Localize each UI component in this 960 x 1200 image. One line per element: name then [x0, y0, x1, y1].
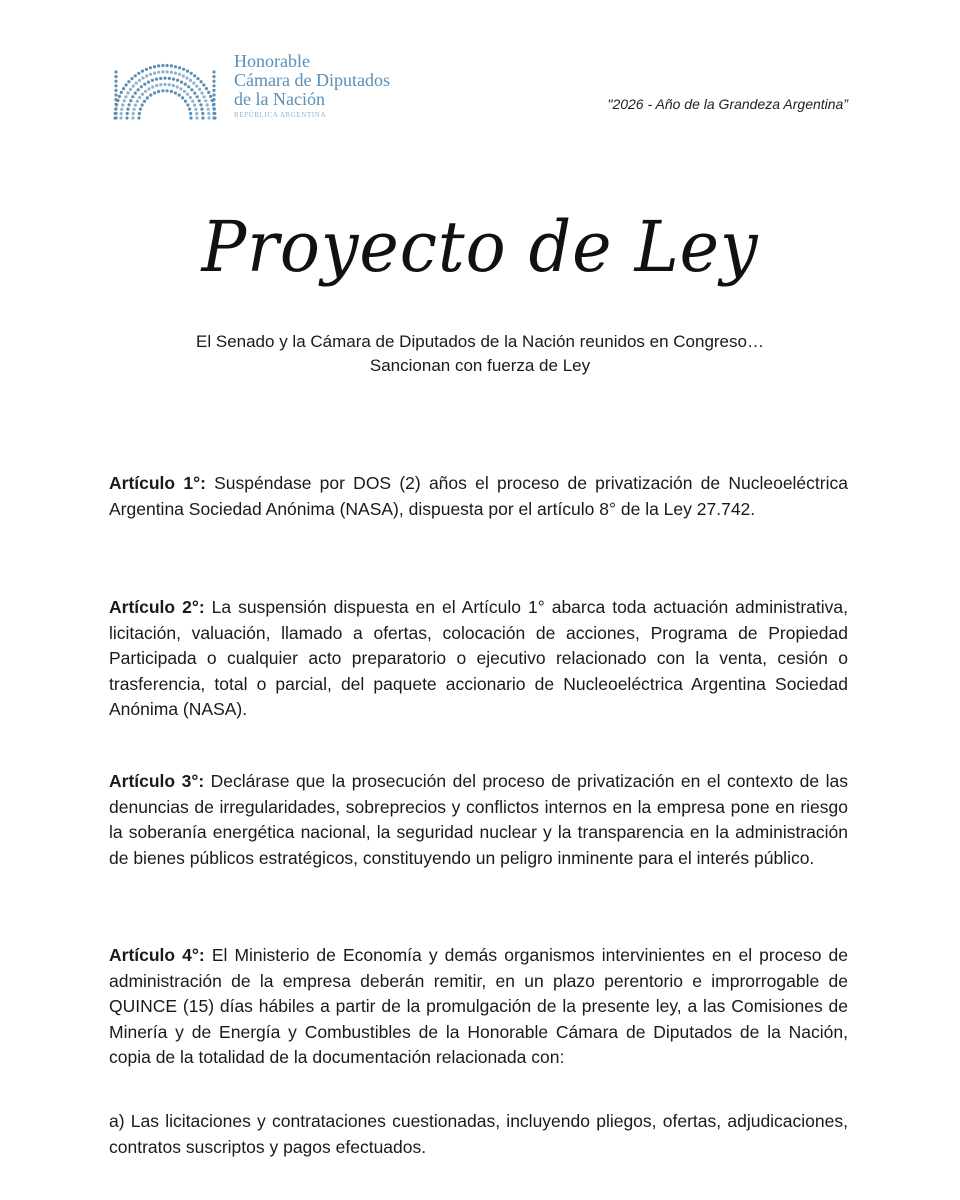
- dome-dot: [209, 95, 212, 98]
- dome-dot: [147, 81, 150, 84]
- dome-dot: [129, 99, 132, 102]
- year-motto: "2026 - Año de la Grandeza Argentina”: [607, 96, 848, 112]
- dome-dot: [199, 103, 202, 106]
- dome-dot: [180, 81, 183, 84]
- dome-dot: [204, 99, 207, 102]
- preamble: [0, 330, 960, 378]
- dome-dot: [138, 112, 141, 115]
- dome-dot: [192, 82, 195, 85]
- dome-dot: [212, 103, 215, 106]
- dome-dot: [151, 79, 154, 82]
- dome-dot: [200, 80, 203, 83]
- dome-dot: [193, 74, 196, 77]
- dome-dot: [138, 96, 141, 99]
- preamble-line-1: El Senado y la Cámara de Diputados de la Nación reunidos en Congreso…: [196, 332, 764, 351]
- dome-dot: [153, 91, 156, 94]
- dome-dot: [138, 79, 141, 82]
- dome-dot: [114, 116, 117, 119]
- dome-dot: [212, 80, 215, 83]
- dome-dot: [114, 75, 117, 78]
- dome-dot: [129, 88, 132, 91]
- dome-dot: [195, 112, 198, 115]
- dome-dot: [182, 68, 185, 71]
- dome-dot: [200, 91, 203, 94]
- dome-dot: [207, 112, 210, 115]
- dome-dot: [141, 70, 144, 73]
- dome-dot: [146, 96, 149, 99]
- dome-dot: [119, 116, 122, 119]
- dome-dot: [163, 77, 166, 80]
- dome-dot: [206, 103, 209, 106]
- dome-dot: [178, 94, 181, 97]
- dome-dot: [172, 84, 175, 87]
- chamber-logo-wordmark: [234, 52, 390, 121]
- dome-dot: [125, 83, 128, 86]
- dome-dot: [126, 108, 129, 111]
- article-3-label: Artículo 3°:: [109, 771, 205, 791]
- dome-dot: [114, 103, 117, 106]
- dome-dot: [120, 108, 123, 111]
- dome-dot: [134, 92, 137, 95]
- preamble-line-2: Sancionan con fuerza de Ley: [369, 356, 591, 375]
- dome-dot: [207, 91, 210, 94]
- dome-dot: [207, 108, 210, 111]
- dome-dot: [212, 93, 215, 96]
- article-1: [109, 471, 848, 522]
- dome-dot: [193, 104, 196, 107]
- dome-dot: [161, 64, 164, 67]
- dome-dot: [191, 100, 194, 103]
- dome-dot: [194, 108, 197, 111]
- dome-dot: [172, 78, 175, 81]
- dome-dot: [200, 108, 203, 111]
- dome-dot: [132, 112, 135, 115]
- dome-dot: [124, 95, 127, 98]
- dome-dot: [114, 84, 117, 87]
- dome-dot: [176, 85, 179, 88]
- dome-dot: [141, 103, 144, 106]
- dome-dot: [212, 116, 215, 119]
- dome-dot: [202, 83, 205, 86]
- dome-dot: [163, 83, 166, 86]
- dome-dot: [155, 78, 158, 81]
- dome-dot: [132, 85, 135, 88]
- dome-dot: [143, 100, 146, 103]
- dome-dot: [195, 116, 198, 119]
- dome-dot: [144, 90, 147, 93]
- dome-dot: [174, 91, 177, 94]
- dome-dot: [170, 71, 173, 74]
- dome-dot: [184, 100, 187, 103]
- dome-dot: [203, 95, 206, 98]
- dome-dot: [161, 70, 164, 73]
- dome-dot: [141, 76, 144, 79]
- dome-dot: [134, 74, 137, 77]
- dome-dot: [161, 89, 164, 92]
- chamber-logo: [108, 42, 408, 124]
- dome-dot: [155, 84, 158, 87]
- dome-dot: [188, 108, 191, 111]
- dome-dot: [126, 91, 129, 94]
- dome-dot: [212, 75, 215, 78]
- article-4-item-a: [109, 1109, 848, 1160]
- dome-dot: [114, 80, 117, 83]
- dome-dot: [125, 116, 128, 119]
- dome-dot: [205, 87, 208, 90]
- logo-line-3: de la Nación: [234, 89, 325, 109]
- dome-dot: [166, 70, 169, 73]
- dome-dot: [184, 83, 187, 86]
- article-2-text: La suspensión dispuesta en el Artículo 1° abarca toda actuación administrativa, licitación, valuación, llamado a ofertas, colocación de acciones, Programa de Propiedad Participada o cualquier acto preparatorio o ejecutivo relacionado con la venta, cesión o trasferencia, total o parcial, del paquete accionario de Nucleoeléctrica Argentina Sociedad Anónima (NASA).: [109, 597, 848, 719]
- dome-dot: [143, 83, 146, 86]
- dome-dot: [186, 103, 189, 106]
- article-1-label: Artículo 1°:: [109, 473, 206, 493]
- dome-dot: [182, 74, 185, 77]
- article-3: [109, 769, 848, 871]
- dome-dot: [131, 95, 134, 98]
- logo-line-2: Cámara de Diputados: [234, 70, 390, 90]
- dome-dot: [153, 72, 156, 75]
- article-4-text: El Ministerio de Economía y demás organismos intervinientes en el proceso de administración de la empresa deberán remitir, en un plazo perentorio e improrrogable de QUINCE (15) días hábiles a partir de la promulgación de la presente ley, a las Comisiones de Minería y de Energía y Combustibles de la Honorable Cámara de Diputados de la Nación, copia de la totalidad de la documentación relacionada con:: [109, 945, 848, 1067]
- dome-dot: [190, 88, 193, 91]
- dome-dot: [126, 112, 129, 115]
- dome-dot: [149, 66, 152, 69]
- dome-dot: [176, 79, 179, 82]
- article-2: [109, 595, 848, 723]
- logo-line-1: Honorable: [234, 51, 310, 71]
- dome-dot: [137, 72, 140, 75]
- document-title: Proyecto de Ley: [201, 206, 759, 288]
- dome-dot: [114, 98, 117, 101]
- dome-dot: [170, 90, 173, 93]
- dome-dot: [141, 93, 144, 96]
- dome-dot: [212, 98, 215, 101]
- dome-dot: [168, 83, 171, 86]
- article-4: [109, 943, 848, 1071]
- dome-dot: [189, 112, 192, 115]
- dome-dot: [159, 83, 162, 86]
- dome-dot: [151, 85, 154, 88]
- dome-dot: [168, 77, 171, 80]
- dome-dot: [137, 116, 140, 119]
- dome-dot: [187, 85, 190, 88]
- dome-dot: [149, 94, 152, 97]
- dome-dot: [135, 82, 138, 85]
- dome-dot: [186, 70, 189, 73]
- dome-dot: [139, 108, 142, 111]
- dome-dot: [186, 93, 189, 96]
- dome-dot: [212, 89, 215, 92]
- dome-dot: [189, 96, 192, 99]
- dome-dot: [198, 88, 201, 91]
- dome-dot: [207, 116, 210, 119]
- dome-dot: [174, 65, 177, 68]
- dome-dot: [181, 96, 184, 99]
- dome-dot: [166, 89, 169, 92]
- dome-dot: [120, 91, 123, 94]
- dome-dot: [183, 90, 186, 93]
- dome-dot: [127, 80, 130, 83]
- dome-dot: [145, 68, 148, 71]
- dome-dot: [195, 85, 198, 88]
- dome-dot: [153, 65, 156, 68]
- dome-dot: [120, 112, 123, 115]
- dome-dot: [212, 112, 215, 115]
- article-2-label: Artículo 2°:: [109, 597, 205, 617]
- dome-dot: [136, 100, 139, 103]
- chamber-dome-logo-icon: [108, 42, 222, 122]
- dome-dot: [118, 95, 121, 98]
- dome-dot: [114, 112, 117, 115]
- dome-dot: [137, 88, 140, 91]
- dome-dot: [114, 70, 117, 73]
- dome-dot: [131, 116, 134, 119]
- dome-dot: [114, 93, 117, 96]
- dome-dot: [178, 73, 181, 76]
- article-4-label: Artículo 4°:: [109, 945, 205, 965]
- dome-dot: [133, 108, 136, 111]
- dome-dot: [178, 66, 181, 69]
- dome-dot: [122, 87, 125, 90]
- dome-dot: [130, 77, 133, 80]
- dome-dot: [157, 90, 160, 93]
- dome-dot: [157, 64, 160, 67]
- dome-dot: [174, 72, 177, 75]
- dome-dot: [189, 79, 192, 82]
- dome-dot: [123, 99, 126, 102]
- dome-dot: [212, 84, 215, 87]
- article-3-text: Declárase que la prosecución del proceso de privatización en el contexto de las denuncias de irregularidades, sobreprecios y conflictos internos en la empresa pone en riesgo la soberanía energética nacional, la seguridad nuclear y la transparencia en la administración de bienes públicos estratégicos, constituyendo un peligro inminente para el interés público.: [109, 771, 848, 868]
- dome-dot: [212, 107, 215, 110]
- dome-dot: [149, 73, 152, 76]
- dome-dot: [134, 104, 137, 107]
- dome-dot: [196, 95, 199, 98]
- dome-dot: [166, 64, 169, 67]
- dome-dot: [159, 77, 162, 80]
- dome-dot: [212, 70, 215, 73]
- dome-dot: [157, 71, 160, 74]
- dome-dot: [147, 87, 150, 90]
- dome-dot: [193, 92, 196, 95]
- dome-dot: [170, 64, 173, 67]
- article-1-text: Suspéndase por DOS (2) años el proceso de privatización de Nucleoeléctrica Argentina Sociedad Anónima (NASA), dispuesta por el artículo 8° de la Ley 27.742.: [109, 473, 848, 519]
- dome-dot: [121, 103, 124, 106]
- dome-dot: [198, 99, 201, 102]
- dome-dot: [140, 85, 143, 88]
- dome-dot: [185, 76, 188, 79]
- dome-dot: [201, 112, 204, 115]
- dome-dot: [145, 74, 148, 77]
- dome-dot: [128, 103, 131, 106]
- dome-dot: [179, 87, 182, 90]
- dome-dot: [201, 116, 204, 119]
- dome-dot: [114, 89, 117, 92]
- dome-dot: [196, 77, 199, 80]
- dome-dot: [189, 116, 192, 119]
- item-a-text: a) Las licitaciones y contrataciones cuestionadas, incluyendo pliegos, ofertas, adjudicaciones, contratos suscriptos y pagos efectuados.: [109, 1111, 848, 1157]
- dome-dot: [190, 72, 193, 75]
- dome-dot: [114, 107, 117, 110]
- logo-subline: REPÚBLICA ARGENTINA: [234, 111, 327, 119]
